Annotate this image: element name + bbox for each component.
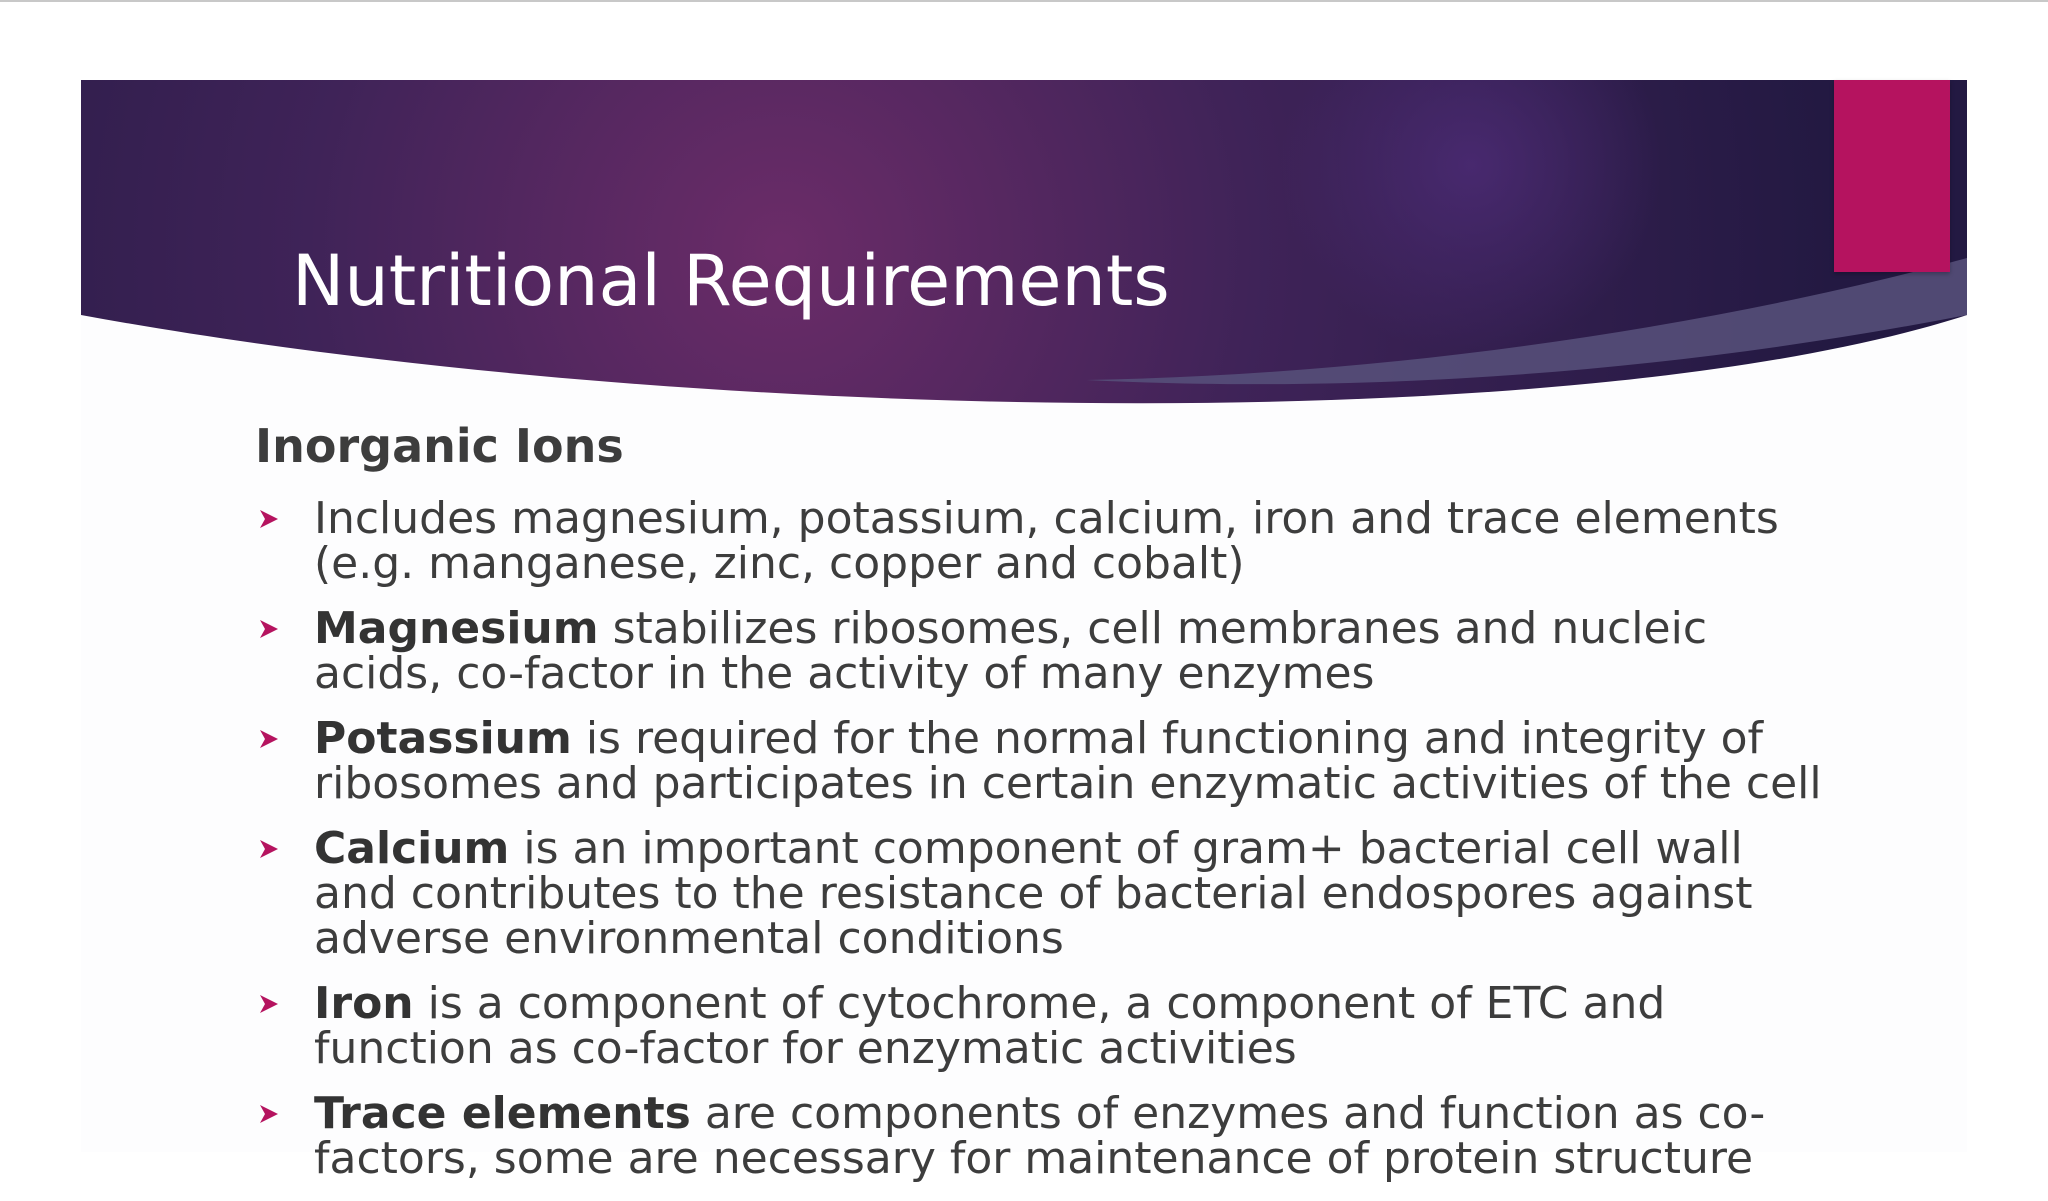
slide-title: Nutritional Requirements	[292, 240, 1170, 322]
bullet-term: Potassium	[314, 713, 572, 764]
arrow-bullet-icon	[258, 618, 280, 640]
arrow-bullet-icon	[258, 508, 280, 530]
bullet-text: is an important component of gram+ bacterial cell wall and contributes to the resistance of bacterial endospores against adverse environmental conditions	[314, 823, 1753, 964]
window-top-border	[0, 0, 2048, 2]
bullet-list	[253, 493, 1833, 1201]
bullet-term: Calcium	[314, 823, 510, 874]
bullet-text: is required for the normal functioning and integrity of ribosomes and participates in certain enzymatic activities of the cell	[314, 713, 1822, 809]
bullet-item	[253, 713, 1833, 809]
bullet-text: are components of enzymes and function as co-factors, some are necessary for maintenance of protein structure	[314, 1088, 1766, 1184]
bullet-text: stabilizes ribosomes, cell membranes and nucleic acids, co-factor in the activity of many enzymes	[314, 603, 1708, 699]
arrow-bullet-icon	[258, 993, 280, 1015]
bullet-term: Iron	[314, 978, 414, 1029]
bullet-item	[253, 823, 1833, 964]
bullet-item	[253, 978, 1833, 1074]
bullet-item	[253, 493, 1833, 589]
bullet-item	[253, 603, 1833, 699]
slide	[81, 80, 1967, 1184]
bullet-item	[253, 1088, 1833, 1184]
accent-tab	[1834, 80, 1950, 272]
bullet-term: Trace elements	[314, 1088, 691, 1139]
section-heading: Inorganic Ions	[255, 419, 624, 473]
arrow-bullet-icon	[258, 838, 280, 860]
bullet-text: is a component of cytochrome, a component of ETC and function as co-factor for enzymatic activities	[314, 978, 1666, 1074]
arrow-bullet-icon	[258, 1103, 280, 1125]
bullet-term: Magnesium	[314, 603, 599, 654]
arrow-bullet-icon	[258, 728, 280, 750]
bullet-text: Includes magnesium, potassium, calcium, iron and trace elements (e.g. manganese, zinc, copper and cobalt)	[314, 493, 1779, 589]
